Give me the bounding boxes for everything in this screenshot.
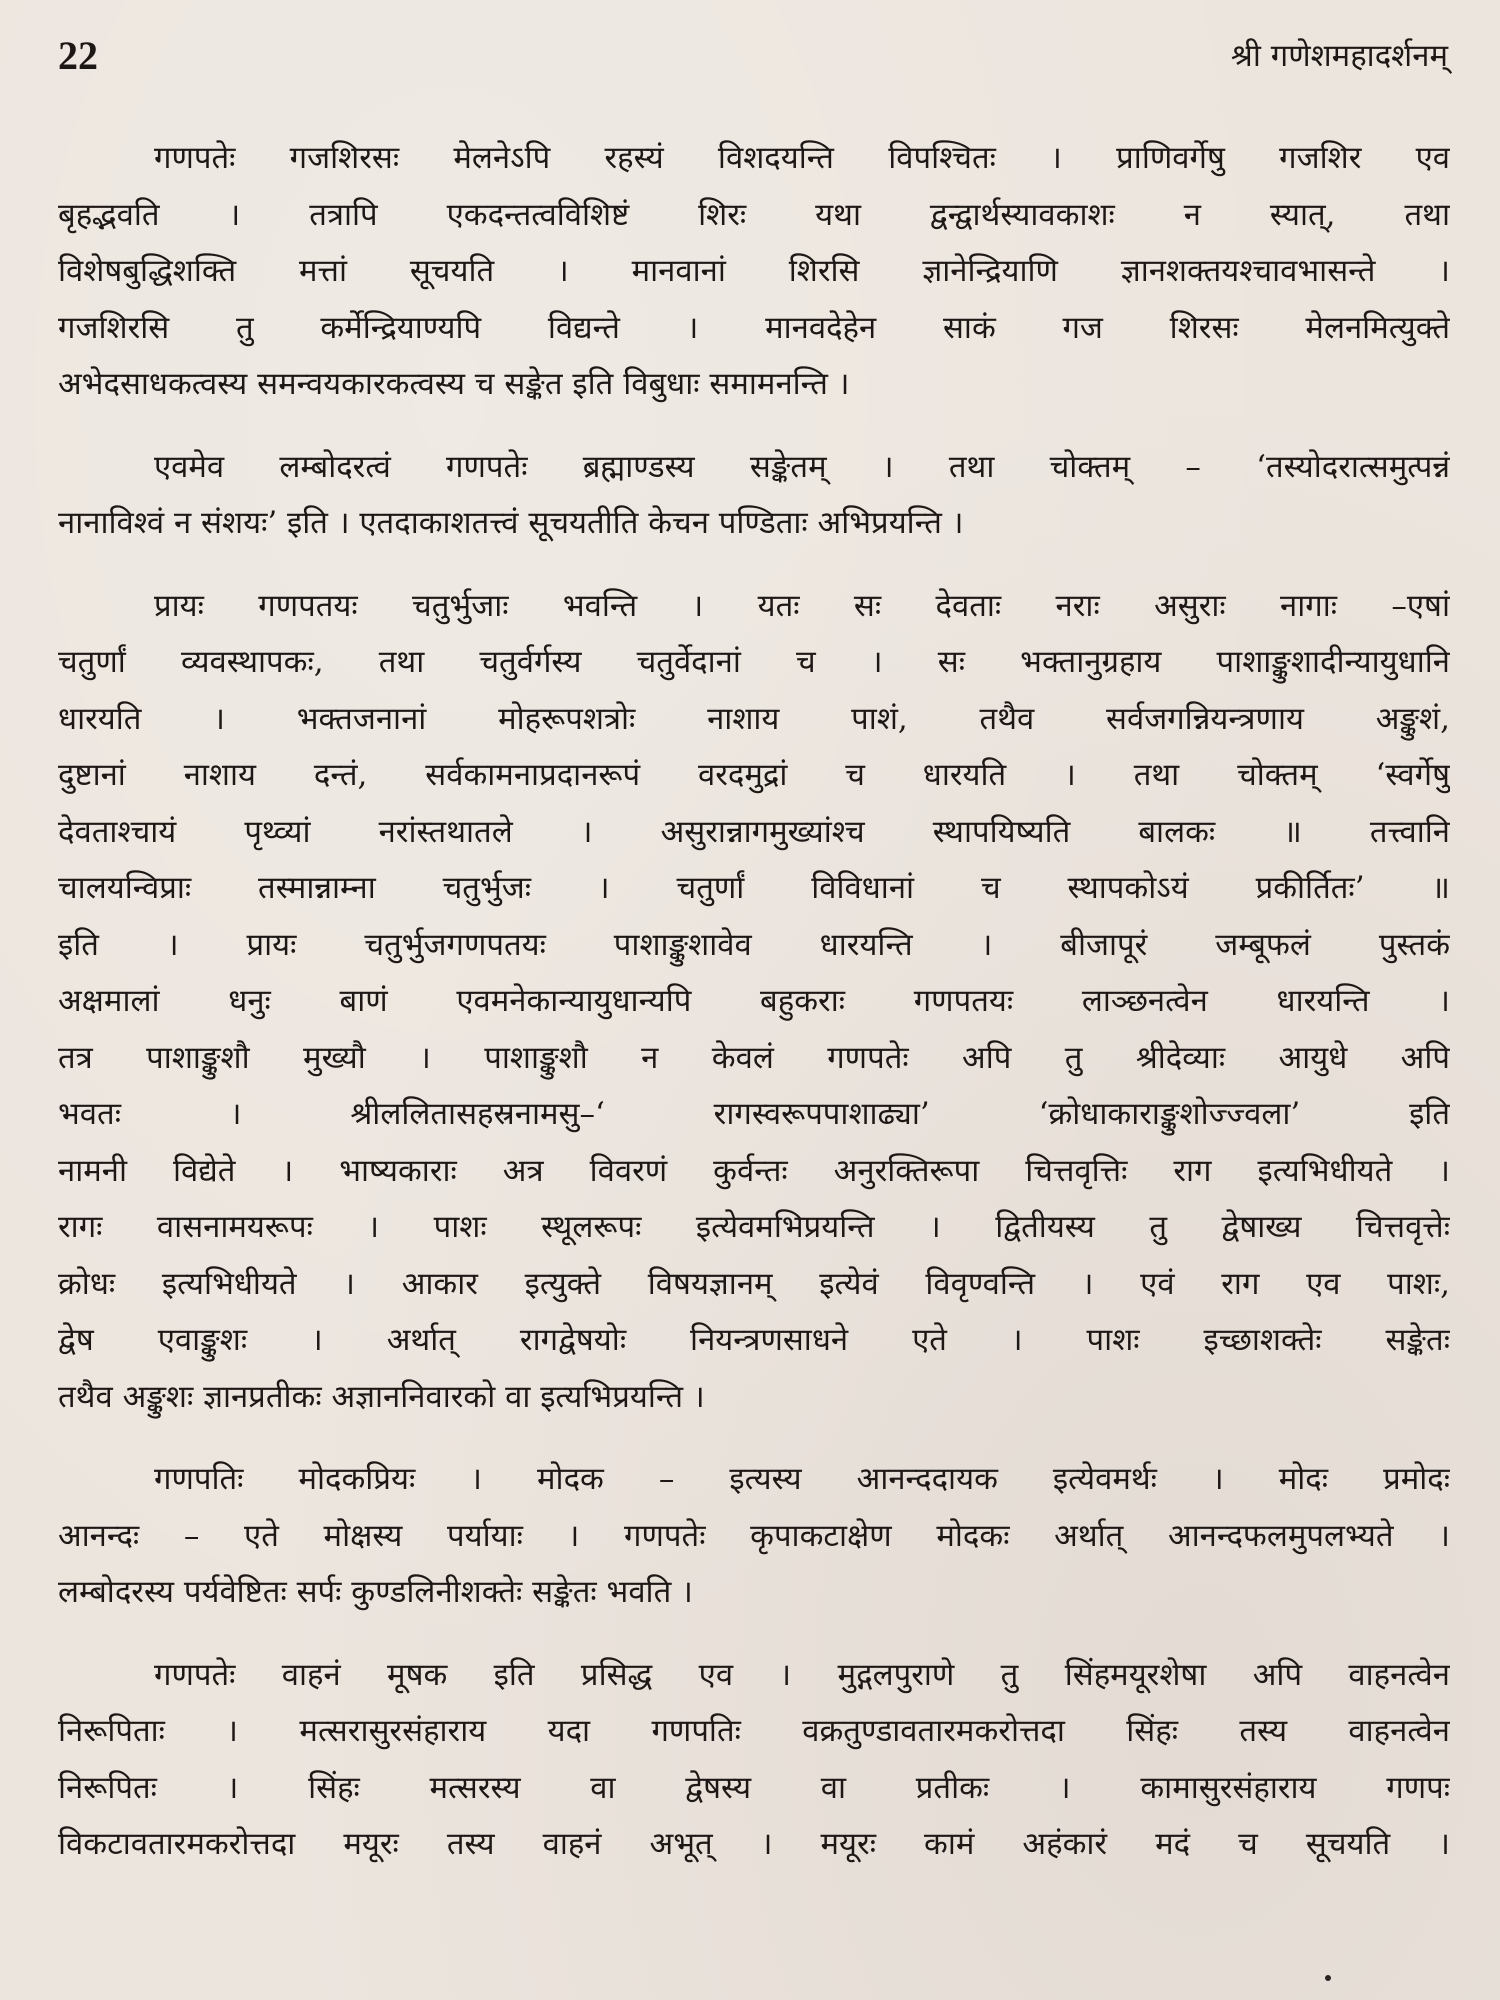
text-line: भवतः । श्रीललितासहस्रनामसु–‘ रागस्वरूपपाशाढ्या’ ‘क्रोधाकाराङ्कुशोज्ज्वला’ इति	[58, 1096, 1450, 1132]
ink-speck	[1325, 1975, 1331, 1981]
paragraph	[58, 439, 1450, 552]
text-line: तथैव अङ्कुशः ज्ञानप्रतीकः अज्ञाननिवारको वा इत्यभिप्रयन्ति ।	[58, 1378, 705, 1415]
page-body	[58, 130, 1450, 1899]
text-line: तत्र पाशाङ्कुशौ मुख्यौ । पाशाङ्कुशौ न केवलं गणपतेः अपि तु श्रीदेव्याः आयुधे अपि	[58, 1039, 1450, 1076]
text-line: नामनी विद्येते । भाष्यकाराः अत्र विवरणं कुर्वन्तः अनुरक्तिरूपा चित्तवृत्तिः राग इत्यभिधीयते ।	[58, 1152, 1450, 1189]
text-line: क्रोधः इत्यभिधीयते । आकार इत्युक्ते विषयज्ञानम् इत्येवं विवृण्वन्ति । एवं राग एव पाशः,	[58, 1265, 1450, 1302]
text-line: अक्षमालां धनुः बाणं एवमनेकान्यायुधान्यपि बहुकराः गणपतयः लाञ्छनत्वेन धारयन्ति ।	[58, 983, 1450, 1019]
text-line: विकटावतारमकरोत्तदा मयूरः तस्य वाहनं अभूत् । मयूरः कामं अहंकारं मदं च सूचयति ।	[58, 1826, 1450, 1862]
text-line: चतुर्णां व्यवस्थापकः, तथा चतुर्वर्गस्य चतुर्वेदानां च । सः भक्तानुग्रहाय पाशाङ्कुशादीन्यायुधानि	[58, 644, 1450, 680]
paragraph	[58, 1647, 1450, 1873]
text-line: विशेषबुद्धिशक्ति मत्तां सूचयति । मानवानां शिरसि ज्ञानेन्द्रियाणि ज्ञानशक्तयश्चावभासन्ते ।	[58, 253, 1450, 289]
text-line: आनन्दः – एते मोक्षस्य पर्यायाः । गणपतेः कृपाकटाक्षेण मोदकः अर्थात् आनन्दफलमुपलभ्यते ।	[58, 1517, 1450, 1554]
text-line: द्वेष एवाङ्कुशः । अर्थात् रागद्वेषयोः नियन्त्रणसाधने एते । पाशः इच्छाशक्तेः सङ्केतः	[58, 1322, 1450, 1358]
text-line: निरूपितः । सिंहः मत्सरस्य वा द्वेषस्य वा प्रतीकः । कामासुरसंहाराय गणपः	[58, 1769, 1450, 1806]
text-line: प्रायः गणपतयः चतुर्भुजाः भवन्ति । यतः सः देवताः नराः असुराः नागाः –एषां	[154, 587, 1450, 624]
text-line: इति । प्रायः चतुर्भुजगणपतयः पाशाङ्कुशावेव धारयन्ति । बीजापूरं जम्बूफलं पुस्तकं	[58, 926, 1450, 963]
text-line: निरूपिताः । मत्सरासुरसंहाराय यदा गणपतिः वक्रतुण्डावतारमकरोत्तदा सिंहः तस्य वाहनत्वेन	[58, 1713, 1450, 1749]
text-line: अभेदसाधकत्वस्य समन्वयकारकत्वस्य च सङ्केत इति विबुधाः समामनन्ति ।	[58, 366, 850, 402]
text-line: बृहद्भवति । तत्रापि एकदन्तत्वविशिष्टं शिरः यथा द्वन्द्वार्थस्यावकाशः न स्यात्, तथा	[58, 196, 1450, 233]
text-line: देवताश्चायं पृथ्व्यां नरांस्तथातले । असुरान्नागमुख्यांश्च स्थापयिष्यति बालकः ॥ तत्त्वानि	[58, 813, 1450, 850]
paragraph	[58, 1451, 1450, 1621]
text-line: गणपतेः वाहनं मूषक इति प्रसिद्ध एव । मुद्गलपुराणे तु सिंहमयूरशेषा अपि वाहनत्वेन	[154, 1656, 1450, 1693]
text-line: एवमेव लम्बोदरत्वं गणपतेः ब्रह्माण्डस्य सङ्केतम् । तथा चोक्तम् – ‘तस्योदरात्समुत्पन्नं	[154, 448, 1450, 485]
page-number: 22	[58, 33, 98, 78]
paragraph	[58, 130, 1450, 413]
text-line: धारयति । भक्तजनानां मोहरूपशत्रोः नाशाय पाशं, तथैव सर्वजगन्नियन्त्रणाय अङ्कुशं,	[58, 700, 1450, 737]
text-line: दुष्टानां नाशाय दन्तं, सर्वकामनाप्रदानरूपं वरदमुद्रां च धारयति । तथा चोक्तम् ‘स्वर्गेषु	[58, 757, 1450, 793]
text-line: गणपतेः गजशिरसः मेलनेऽपि रहस्यं विशदयन्ति विपश्चितः । प्राणिवर्गेषु गजशिर एव	[154, 140, 1450, 176]
text-line: नानाविश्वं न संशयः’ इति । एतदाकाशतत्त्वं सूचयतीति केचन पण्डिताः अभिप्रयन्ति ।	[58, 505, 964, 541]
text-line: चालयन्विप्राः तस्मान्नाम्ना चतुर्भुजः । चतुर्णां विविधानां च स्थापकोऽयं प्रकीर्तितः’ ॥	[58, 870, 1450, 906]
paragraph	[58, 578, 1450, 1426]
text-line: लम्बोदरस्य पर्यवेष्टितः सर्पः कुण्डलिनीशक्तेः सङ्केतः भवति ।	[58, 1574, 693, 1610]
text-line: गजशिरसि तु कर्मेन्द्रियाण्यपि विद्यन्ते । मानवदेहेन साकं गज शिरसः मेलनमित्युक्ते	[58, 309, 1450, 346]
text-line: रागः वासनामयरूपः । पाशः स्थूलरूपः इत्येवमभिप्रयन्ति । द्वितीयस्य तु द्वेषाख्य चित्तवृत्तेः	[58, 1209, 1450, 1245]
running-head: श्री गणेशमहादर्शनम्	[1230, 38, 1448, 74]
text-line: गणपतिः मोदकप्रियः । मोदक – इत्यस्य आनन्ददायक इत्येवमर्थः । मोदः प्रमोदः	[154, 1461, 1450, 1497]
